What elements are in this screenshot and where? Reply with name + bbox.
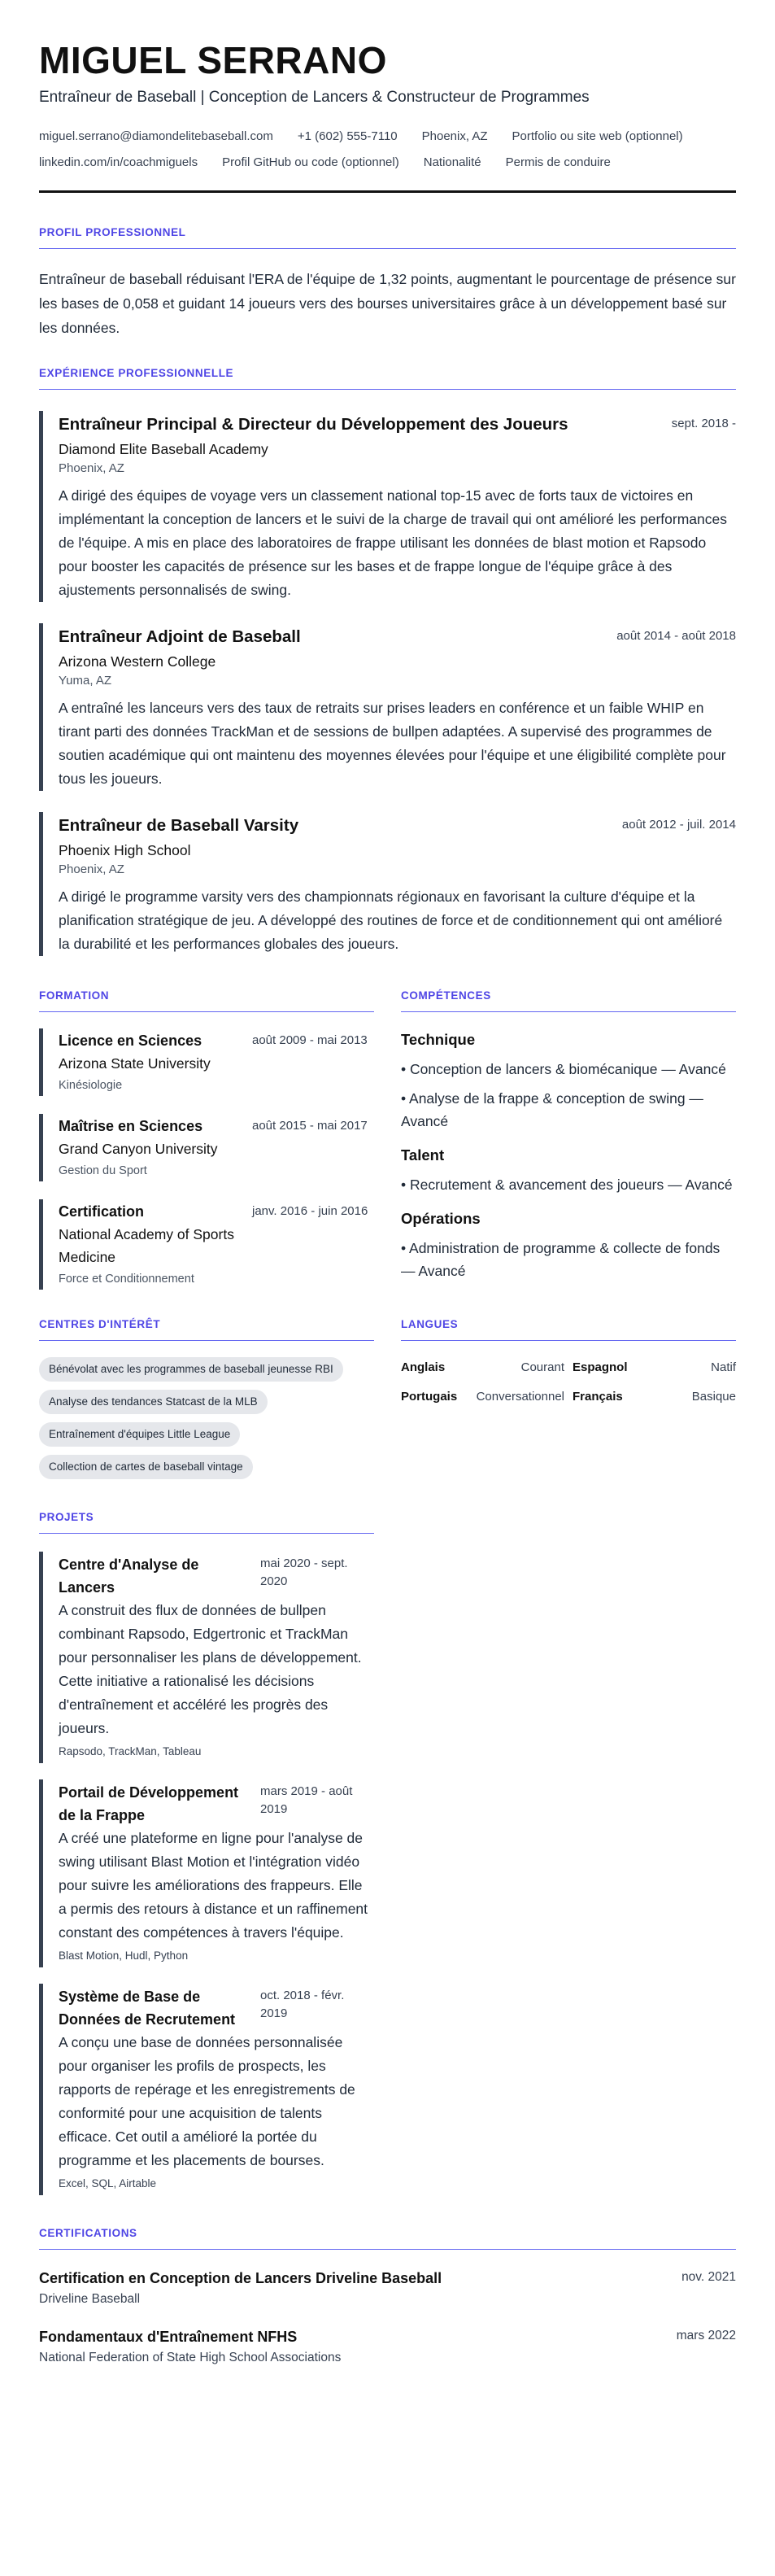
certification-entry bbox=[39, 2268, 736, 2308]
contact-phone: +1 (602) 555-7110 bbox=[297, 129, 398, 143]
interests-languages-row bbox=[39, 1317, 736, 1479]
certification-entry bbox=[39, 2326, 736, 2367]
project-description: A conçu une base de données personnalisée pour organiser les profils de prospects, les rapports de repérage et les enregistrements de conformité pour une acquisition de talents efficace. Cet outil a amélioré la portée du programme et les placements de bourses. bbox=[59, 2034, 355, 2168]
job-date: août 2012 - juil. 2014 bbox=[621, 818, 736, 832]
profile-section bbox=[39, 225, 736, 340]
profile-summary: Entraîneur de baseball réduisant l'ERA de l'équipe de 1,32 points, augmentant le pourcentage de présence sur les bases de 0,058 et guidant 14 joueurs vers des bourses universitaires grâce à un développement basé sur les données. bbox=[39, 271, 736, 336]
language-entry bbox=[573, 1359, 736, 1377]
interest-chip: Bénévolat avec les programmes de baseball jeunesse RBI bbox=[39, 1357, 343, 1382]
language-entry bbox=[401, 1388, 564, 1406]
project-technologies: Rapsodo, TrackMan, Tableau bbox=[59, 1745, 202, 1757]
language-name: Anglais bbox=[401, 1360, 446, 1374]
experience-entry bbox=[39, 623, 736, 791]
education-section-title: FORMATION bbox=[39, 989, 374, 1012]
job-description: A dirigé le programme varsity vers des championnats régionaux en favorisant la culture d'équipe et la planification stratégique de jeu. A développé des routines de force et de conditionnement qui ont amélioré la durabilité et les performances globales des joueurs. bbox=[59, 889, 723, 952]
languages-grid bbox=[401, 1359, 736, 1406]
field-of-study: Kinésiologie bbox=[59, 1079, 123, 1092]
project-date: mars 2019 - août 2019 bbox=[260, 1784, 353, 1816]
education-entry bbox=[39, 1199, 374, 1290]
skill-item: • Administration de programme & collecte de fonds — Avancé bbox=[401, 1240, 721, 1279]
school-name: Arizona State University bbox=[59, 1055, 211, 1072]
certification-date: nov. 2021 bbox=[681, 2270, 736, 2284]
field-of-study: Force et Conditionnement bbox=[59, 1273, 194, 1286]
project-entry bbox=[39, 1552, 374, 1763]
interest-chip: Collection de cartes de baseball vintage bbox=[39, 1455, 253, 1479]
contact-linkedin[interactable]: linkedin.com/in/coachmiguels bbox=[39, 155, 198, 169]
certification-date: mars 2022 bbox=[676, 2329, 736, 2342]
job-description: A entraîné les lanceurs vers des taux de retraits sur prises leaders en conférence et un faible WHIP en tirant parti des données TrackMan et de sessions de bullpen adaptées. A supervisé des programmes de soutien académique qui ont maintenu des moyennes élevées pour l'équipe et une éligibilité complète pour tous les joueurs. bbox=[59, 700, 726, 787]
skill-group-title: Technique bbox=[401, 1031, 476, 1048]
contact-nationality: Nationalité bbox=[423, 155, 481, 169]
skills-section bbox=[401, 989, 736, 1290]
job-organization: Arizona Western College bbox=[59, 653, 216, 670]
project-title: Portail de Développement de la Frappe bbox=[59, 1784, 239, 1823]
job-organization: Phoenix High School bbox=[59, 842, 191, 858]
languages-section-title: LANGUES bbox=[401, 1317, 736, 1341]
contact-email[interactable]: miguel.serrano@diamondelitebaseball.com bbox=[39, 129, 273, 143]
skill-item: • Recrutement & avancement des joueurs — Avancé bbox=[401, 1177, 733, 1193]
degree-title: Licence en Sciences bbox=[59, 1033, 202, 1049]
job-date: sept. 2018 - bbox=[671, 417, 736, 430]
language-name: Espagnol bbox=[573, 1360, 628, 1374]
project-entry bbox=[39, 1984, 374, 2195]
language-level: Conversationnel bbox=[476, 1390, 564, 1404]
skill-item: • Conception de lancers & biomécanique — Avancé bbox=[401, 1061, 726, 1077]
certifications-section-title: CERTIFICATIONS bbox=[39, 2226, 736, 2250]
projects-section bbox=[39, 1510, 374, 2195]
job-location: Phoenix, AZ bbox=[59, 461, 124, 475]
language-level: Courant bbox=[520, 1360, 564, 1374]
degree-title: Certification bbox=[59, 1203, 145, 1220]
contact-portfolio[interactable]: Portfolio ou site web (optionnel) bbox=[512, 129, 683, 143]
language-name: Français bbox=[573, 1390, 623, 1404]
language-level: Basique bbox=[691, 1390, 736, 1404]
project-date: mai 2020 - sept. 2020 bbox=[260, 1557, 348, 1588]
interests-section bbox=[39, 1317, 374, 1479]
project-description: A créé une plateforme en ligne pour l'analyse de swing utilisant Blast Motion et l'intégration vidéo pour suivre les améliorations des frappeurs. Elle a permis des retours à distance et un raffinement constant des compétences à travers l'équipe. bbox=[59, 1830, 368, 1941]
interest-chip: Entraînement d'équipes Little League bbox=[39, 1422, 240, 1447]
field-of-study: Gestion du Sport bbox=[59, 1164, 147, 1177]
project-title: Système de Base de Données de Recrutement bbox=[59, 1989, 236, 2028]
skill-group bbox=[401, 1207, 736, 1282]
school-name: Grand Canyon University bbox=[59, 1141, 218, 1157]
skills-section-title: COMPÉTENCES bbox=[401, 989, 736, 1012]
language-entry bbox=[401, 1359, 564, 1377]
certification-title: Certification en Conception de Lancers Driveline Baseball bbox=[39, 2270, 442, 2286]
education-date: août 2015 - mai 2017 bbox=[252, 1119, 368, 1133]
project-entry bbox=[39, 1779, 374, 1967]
projects-section-title: PROJETS bbox=[39, 1510, 374, 1534]
skill-group-title: Opérations bbox=[401, 1210, 481, 1227]
education-entry bbox=[39, 1114, 374, 1181]
experience-entry bbox=[39, 411, 736, 602]
certification-title: Fondamentaux d'Entraînement NFHS bbox=[39, 2329, 298, 2345]
job-location: Phoenix, AZ bbox=[59, 862, 124, 876]
education-date: janv. 2016 - juin 2016 bbox=[252, 1204, 368, 1218]
interests-section-title: CENTRES D'INTÉRÊT bbox=[39, 1317, 374, 1341]
contact-location: Phoenix, AZ bbox=[421, 129, 488, 143]
skill-item: • Analyse de la frappe & conception de swing — Avancé bbox=[401, 1090, 703, 1129]
skill-group bbox=[401, 1028, 736, 1133]
project-description: A construit des flux de données de bullpen combinant Rapsodo, Edgertronic et TrackMan pour personnaliser les plans de développement. Cette initiative a rationalisé les décisions d'entraînement et accéléré les progrès des joueurs. bbox=[59, 1602, 362, 1736]
contact-github[interactable]: Profil GitHub ou code (optionnel) bbox=[222, 155, 399, 169]
experience-section bbox=[39, 366, 736, 956]
education-entry bbox=[39, 1028, 374, 1096]
certifications-section bbox=[39, 2226, 736, 2367]
degree-title: Maîtrise en Sciences bbox=[59, 1118, 203, 1134]
experience-section-title: EXPÉRIENCE PROFESSIONNELLE bbox=[39, 366, 736, 390]
school-name: National Academy of Sports Medicine bbox=[59, 1226, 234, 1265]
job-title: Entraîneur Principal & Directeur du Développement des Joueurs bbox=[59, 415, 568, 434]
project-date: oct. 2018 - févr. 2019 bbox=[260, 1989, 345, 2020]
candidate-subtitle: Entraîneur de Baseball | Conception de Lancers & Constructeur de Programmes bbox=[39, 89, 590, 106]
header-divider bbox=[39, 190, 736, 193]
interests-list bbox=[39, 1357, 374, 1479]
project-title: Centre d'Analyse de Lancers bbox=[59, 1557, 199, 1596]
job-organization: Diamond Elite Baseball Academy bbox=[59, 441, 268, 457]
education-date: août 2009 - mai 2013 bbox=[252, 1033, 368, 1047]
job-title: Entraîneur de Baseball Varsity bbox=[59, 816, 299, 835]
project-technologies: Blast Motion, Hudl, Python bbox=[59, 1949, 189, 1962]
interest-chip: Analyse des tendances Statcast de la MLB bbox=[39, 1390, 268, 1414]
job-location: Yuma, AZ bbox=[59, 674, 112, 688]
education-skills-row bbox=[39, 989, 736, 1290]
language-name: Portugais bbox=[401, 1390, 458, 1404]
contact-license: Permis de conduire bbox=[505, 155, 611, 169]
experience-entry bbox=[39, 812, 736, 956]
certification-issuer: National Federation of State High School Associations bbox=[39, 2351, 342, 2364]
resume-header bbox=[39, 37, 736, 193]
contact-info bbox=[39, 127, 736, 172]
candidate-name: MIGUEL SERRANO bbox=[39, 39, 387, 81]
languages-section bbox=[401, 1317, 736, 1479]
job-title: Entraîneur Adjoint de Baseball bbox=[59, 627, 301, 646]
skill-group bbox=[401, 1144, 736, 1196]
certification-issuer: Driveline Baseball bbox=[39, 2292, 141, 2306]
profile-section-title: PROFIL PROFESSIONNEL bbox=[39, 225, 736, 249]
job-date: août 2014 - août 2018 bbox=[616, 629, 736, 643]
job-description: A dirigé des équipes de voyage vers un classement national top-15 avec de forts taux de victoires en implémentant la conception de lancers et le suivi de la charge de travail qui ont amélioré les performances de l'équipe. A mis en place des laboratoires de frappe utilisant les données de blast motion et Rapsodo pour booster les capacités de présence sur les bases et de frappe longue de l'équipe grâce à des ajustements personnalisés de swing. bbox=[59, 487, 727, 598]
language-entry bbox=[573, 1388, 736, 1406]
language-level: Natif bbox=[711, 1360, 736, 1374]
skill-group-title: Talent bbox=[401, 1146, 445, 1164]
education-section bbox=[39, 989, 374, 1290]
project-technologies: Excel, SQL, Airtable bbox=[59, 2177, 157, 2190]
